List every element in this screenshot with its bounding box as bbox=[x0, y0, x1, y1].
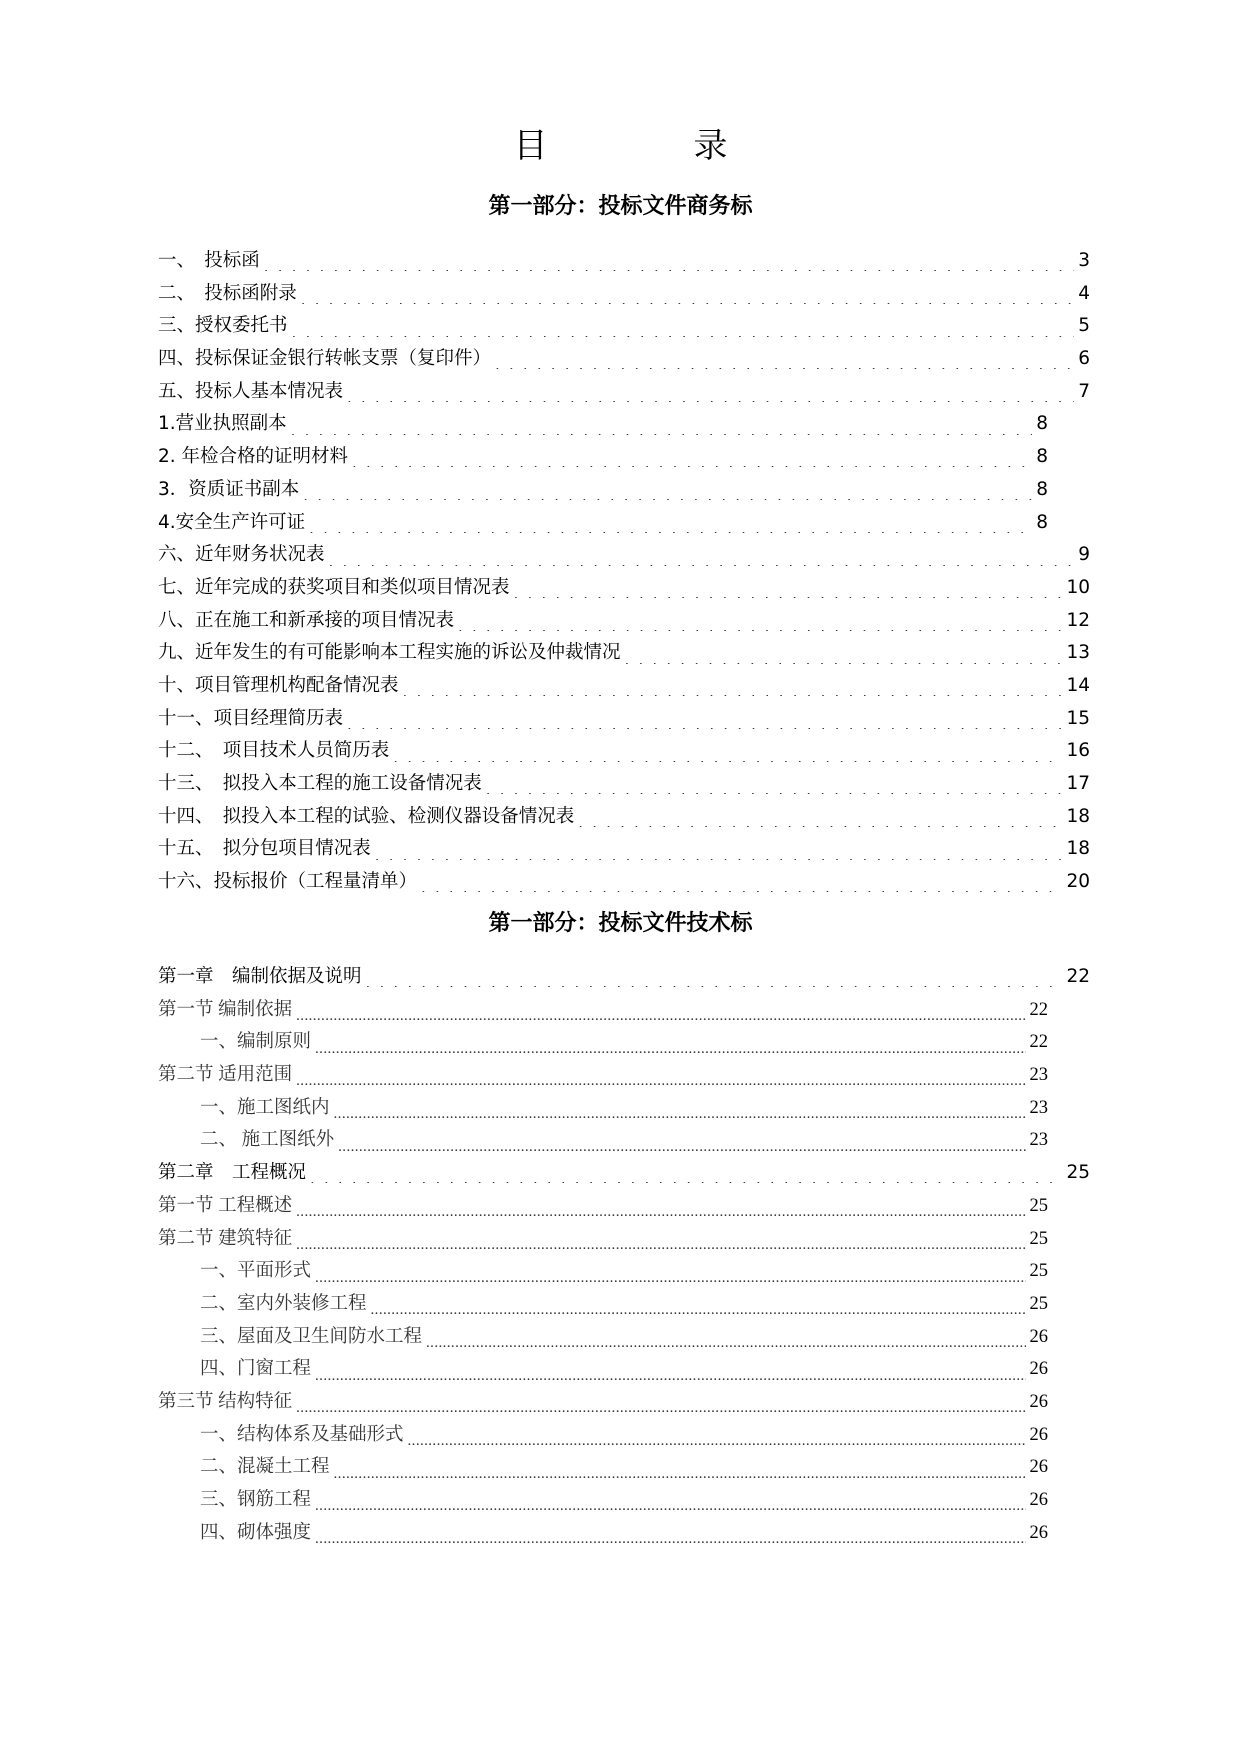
toc-entry-page: 22 bbox=[1029, 999, 1048, 1020]
toc-entry-label: 四、投标保证金银行转帐支票（复印件） bbox=[158, 348, 492, 370]
toc-entry[interactable] bbox=[158, 507, 1048, 540]
dot-leader bbox=[375, 840, 1063, 860]
toc-entry-page: 14 bbox=[1066, 674, 1090, 696]
dot-leader bbox=[315, 1360, 1025, 1380]
toc-entry[interactable] bbox=[158, 1288, 1048, 1321]
toc-entry-page: 17 bbox=[1066, 773, 1090, 794]
dot-leader bbox=[296, 1229, 1025, 1249]
dot-leader bbox=[421, 872, 1062, 892]
toc-entry-label: 一、 投标函 bbox=[158, 250, 260, 271]
dot-leader bbox=[301, 284, 1074, 304]
toc-entry-page: 25 bbox=[1029, 1228, 1048, 1249]
toc-entry-page: 23 bbox=[1029, 1097, 1048, 1118]
dot-leader bbox=[347, 709, 1062, 729]
toc-entry[interactable] bbox=[158, 1157, 1090, 1190]
toc-entry[interactable] bbox=[158, 801, 1090, 834]
toc-entry[interactable] bbox=[158, 1484, 1048, 1517]
dot-leader bbox=[426, 1327, 1025, 1347]
toc-entry-label: 一、编制原则 bbox=[200, 1032, 312, 1053]
dot-leader bbox=[366, 967, 1063, 987]
toc-entry-label: 二、 投标函附录 bbox=[158, 282, 297, 304]
toc-entry-label: 三、授权委托书 bbox=[158, 315, 288, 337]
toc-entry-page: 26 bbox=[1029, 1326, 1048, 1347]
toc-entry-page: 25 bbox=[1029, 1293, 1048, 1314]
toc-entry-page: 26 bbox=[1029, 1490, 1048, 1510]
toc-entry-label: 三、屋面及卫生间防水工程 bbox=[200, 1326, 423, 1347]
toc-entry-page: 25 bbox=[1029, 1261, 1048, 1282]
toc-entry-label: 十二、 项目技术人员简历表 bbox=[158, 740, 390, 762]
dot-leader bbox=[334, 1458, 1026, 1478]
toc-entry-label: 第一节 工程概述 bbox=[158, 1195, 293, 1216]
toc-entry-label: 第一章 编制依据及说明 bbox=[158, 966, 362, 987]
toc-entry[interactable] bbox=[158, 670, 1090, 703]
dot-leader bbox=[296, 1392, 1025, 1412]
page-title: 目 录 bbox=[513, 126, 784, 166]
toc-entry-label: 七、近年完成的获奖项目和类似项目情况表 bbox=[158, 576, 510, 598]
dot-leader bbox=[315, 1490, 1025, 1510]
toc-entry-page: 5 bbox=[1078, 315, 1090, 337]
toc-entry-label: 3．资质证书副本 bbox=[158, 478, 300, 500]
toc-entry-label: 4.安全生产许可证 bbox=[158, 511, 306, 533]
toc-entry-page: 13 bbox=[1066, 642, 1090, 664]
dot-leader bbox=[334, 1098, 1026, 1118]
dot-leader bbox=[296, 1065, 1025, 1085]
toc-entry[interactable] bbox=[158, 1059, 1048, 1092]
toc-entry[interactable] bbox=[158, 245, 1090, 278]
toc-entry[interactable] bbox=[158, 1124, 1048, 1157]
toc-entry-label: 第二章 工程概况 bbox=[158, 1162, 307, 1184]
toc-entry-label: 四、砌体强度 bbox=[200, 1522, 312, 1543]
toc-entry-label: 十三、 拟投入本工程的施工设备情况表 bbox=[158, 773, 482, 794]
dot-leader bbox=[403, 676, 1063, 696]
dot-leader bbox=[296, 1000, 1025, 1020]
dot-leader bbox=[303, 480, 1032, 500]
toc-entry-page: 3 bbox=[1078, 250, 1090, 271]
dot-leader bbox=[329, 546, 1075, 566]
toc-entry-page: 26 bbox=[1029, 1522, 1048, 1543]
toc-entry-label: 十五、 拟分包项目情况表 bbox=[158, 838, 371, 860]
toc-entry-page: 26 bbox=[1029, 1391, 1048, 1412]
toc-entry-label: 十一、项目经理简历表 bbox=[158, 707, 344, 729]
dot-leader bbox=[347, 382, 1074, 402]
toc-entry-page: 10 bbox=[1066, 576, 1090, 598]
toc-entry-page: 26 bbox=[1029, 1457, 1048, 1478]
toc-entry-label: 四、门窗工程 bbox=[200, 1359, 312, 1380]
toc-entry[interactable] bbox=[158, 278, 1090, 311]
dot-leader bbox=[310, 1163, 1062, 1183]
part-one-heading: 第一部分：投标文件商务标 bbox=[488, 194, 753, 219]
toc-entry[interactable] bbox=[158, 961, 1090, 994]
toc-entry[interactable] bbox=[158, 1092, 1048, 1125]
dot-leader bbox=[315, 1033, 1025, 1053]
toc-entry[interactable] bbox=[158, 1517, 1048, 1550]
toc-entry[interactable] bbox=[158, 441, 1048, 474]
dot-leader bbox=[486, 774, 1063, 794]
dot-leader bbox=[296, 1196, 1025, 1216]
toc-entry-label: 十、项目管理机构配备情况表 bbox=[158, 674, 399, 696]
dot-leader bbox=[264, 251, 1074, 271]
toc-entry-label: 十六、投标报价（工程量清单） bbox=[158, 871, 418, 893]
toc-entry-page: 12 bbox=[1066, 609, 1090, 631]
toc-entry[interactable] bbox=[158, 703, 1090, 736]
toc-entry[interactable] bbox=[158, 1386, 1048, 1419]
dot-leader bbox=[338, 1131, 1025, 1151]
dot-leader bbox=[315, 1262, 1025, 1282]
toc-entry-page: 23 bbox=[1029, 1065, 1048, 1086]
toc-entry-page: 8 bbox=[1036, 446, 1048, 468]
toc-entry[interactable] bbox=[158, 310, 1090, 343]
toc-entry[interactable] bbox=[158, 1353, 1048, 1386]
toc-entry[interactable] bbox=[158, 1255, 1048, 1288]
toc-entry[interactable] bbox=[158, 408, 1048, 441]
toc-entry-label: 一、施工图纸内 bbox=[200, 1097, 330, 1118]
dot-leader bbox=[495, 349, 1074, 369]
dot-leader bbox=[408, 1425, 1026, 1445]
dot-leader bbox=[309, 513, 1032, 533]
toc-entry-page: 18 bbox=[1066, 805, 1090, 827]
dot-leader bbox=[315, 1523, 1025, 1543]
toc-entry-label: 二、混凝土工程 bbox=[200, 1457, 330, 1478]
dot-leader bbox=[292, 317, 1075, 337]
toc-entry-label: 第一节 编制依据 bbox=[158, 999, 293, 1020]
toc-entry-page: 4 bbox=[1078, 282, 1090, 304]
dot-leader bbox=[578, 807, 1062, 827]
toc-entry[interactable] bbox=[158, 343, 1090, 376]
dot-leader bbox=[458, 611, 1062, 631]
toc-entry-page: 23 bbox=[1029, 1130, 1048, 1151]
toc-entry-label: 一、结构体系及基础形式 bbox=[200, 1424, 404, 1445]
toc-entry-page: 20 bbox=[1066, 871, 1090, 893]
toc-entry-label: 1.营业执照副本 bbox=[158, 413, 287, 435]
toc-entry-label: 二、室内外装修工程 bbox=[200, 1293, 367, 1314]
toc-entry-page: 22 bbox=[1029, 1032, 1048, 1053]
toc-entry-page: 7 bbox=[1078, 380, 1090, 402]
dot-leader bbox=[625, 644, 1063, 664]
toc-entry[interactable] bbox=[158, 605, 1090, 638]
toc-entry[interactable] bbox=[158, 572, 1090, 605]
toc-entry[interactable] bbox=[158, 1026, 1048, 1059]
toc-entry[interactable] bbox=[158, 735, 1090, 768]
toc-part-one bbox=[158, 245, 1090, 899]
toc-entry-page: 15 bbox=[1066, 707, 1090, 729]
toc-entry-page: 8 bbox=[1036, 511, 1048, 533]
toc-entry-page: 25 bbox=[1066, 1162, 1090, 1184]
toc-entry-label: 三、钢筋工程 bbox=[200, 1490, 312, 1510]
toc-entry-page: 26 bbox=[1029, 1424, 1048, 1445]
toc-entry-page: 22 bbox=[1066, 966, 1090, 987]
toc-entry[interactable] bbox=[158, 1419, 1048, 1452]
dot-leader bbox=[352, 447, 1032, 467]
dot-leader bbox=[291, 415, 1033, 435]
dot-leader bbox=[514, 578, 1063, 598]
toc-entry[interactable] bbox=[158, 866, 1090, 899]
toc-entry-label: 2. 年检合格的证明材料 bbox=[158, 446, 349, 468]
toc-entry-page: 25 bbox=[1029, 1195, 1048, 1216]
toc-entry-page: 8 bbox=[1036, 478, 1048, 500]
toc-entry-label: 五、投标人基本情况表 bbox=[158, 380, 344, 402]
toc-entry[interactable] bbox=[158, 833, 1090, 866]
toc-entry[interactable] bbox=[158, 768, 1090, 801]
toc-entry-label: 九、近年发生的有可能影响本工程实施的诉讼及仲裁情况 bbox=[158, 642, 621, 664]
toc-entry[interactable] bbox=[158, 376, 1090, 409]
toc-entry-page: 18 bbox=[1066, 838, 1090, 860]
toc-entry[interactable] bbox=[158, 1321, 1048, 1354]
toc-entry[interactable] bbox=[158, 994, 1048, 1027]
toc-entry[interactable] bbox=[158, 474, 1048, 507]
toc-entry-page: 26 bbox=[1029, 1359, 1048, 1380]
toc-entry-page: 8 bbox=[1036, 413, 1048, 435]
dot-leader bbox=[393, 742, 1062, 762]
toc-part-two bbox=[158, 961, 1090, 1549]
toc-entry[interactable] bbox=[158, 1223, 1048, 1256]
toc-entry[interactable] bbox=[158, 1451, 1048, 1484]
toc-entry[interactable] bbox=[158, 1190, 1048, 1223]
dot-leader bbox=[371, 1294, 1026, 1314]
part-two-heading: 第一部分：投标文件技术标 bbox=[488, 911, 753, 936]
toc-entry-label: 第三节 结构特征 bbox=[158, 1391, 293, 1412]
toc-entry-page: 16 bbox=[1066, 740, 1090, 762]
toc-entry-label: 二、 施工图纸外 bbox=[200, 1130, 335, 1151]
toc-entry-label: 一、平面形式 bbox=[200, 1261, 312, 1282]
toc-entry[interactable] bbox=[158, 637, 1090, 670]
toc-entry-label: 第二节 建筑特征 bbox=[158, 1228, 293, 1249]
toc-entry-page: 9 bbox=[1078, 544, 1090, 566]
toc-entry-label: 十四、 拟投入本工程的试验、检测仪器设备情况表 bbox=[158, 805, 575, 827]
toc-entry-label: 八、正在施工和新承接的项目情况表 bbox=[158, 609, 455, 631]
toc-entry-label: 第二节 适用范围 bbox=[158, 1065, 293, 1086]
toc-entry-label: 六、近年财务状况表 bbox=[158, 544, 325, 566]
toc-entry[interactable] bbox=[158, 539, 1090, 572]
toc-entry-page: 6 bbox=[1078, 348, 1090, 370]
